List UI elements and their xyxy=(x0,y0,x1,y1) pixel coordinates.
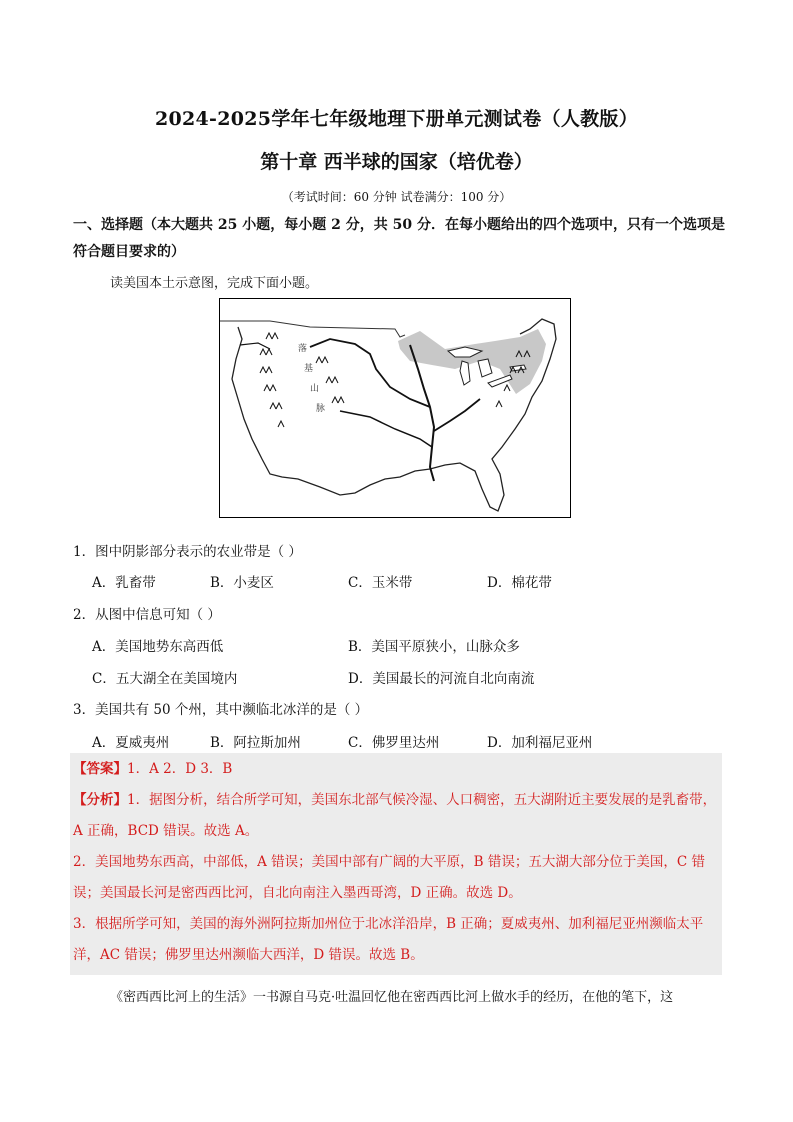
next-passage: 《密西西比河上的生活》一书源自马克·吐温回忆他在密西西比河上做水手的经历，在他的笔下，这 xyxy=(110,990,674,1005)
question-3-stem: 3．美国共有 50 个州，其中濒临北冰洋的是（ ） xyxy=(73,702,369,718)
exam-subtitle: 第十章 西半球的国家（培优卷） xyxy=(260,151,533,173)
question-2-option-b: B．美国平原狭小，山脉众多 xyxy=(348,639,520,655)
question-3-option-b: B．阿拉斯加州 xyxy=(210,735,301,751)
map-label-char-2: 基 xyxy=(304,364,314,374)
answer-text: 1．A 2．D 3．B xyxy=(127,761,233,777)
lake-michigan xyxy=(460,361,470,385)
analysis-line-1 xyxy=(73,785,723,816)
section-heading: 一、选择题（本大题共 25 小题，每小题 2 分，共 50 分．在每小题给出的四个选项中，只有一个选项是符合题目要求的） xyxy=(73,217,725,260)
question-1-stem: 1．图中阴影部分表示的农业带是（ ） xyxy=(73,544,302,560)
question-1-option-c: C．玉米带 xyxy=(348,575,413,591)
question-2-stem: 2．从图中信息可知（ ） xyxy=(73,607,221,623)
answer-line xyxy=(73,754,723,785)
usa-map-figure xyxy=(220,299,570,517)
dairy-belt-shading xyxy=(398,329,546,394)
columbia-river xyxy=(240,343,270,349)
exam-title: 2024-2025学年七年级地理下册单元测试卷（人教版） xyxy=(154,108,639,130)
arkansas-river xyxy=(340,411,432,447)
answer-tag: 【答案】 xyxy=(73,761,127,777)
question-3-option-c: C．佛罗里达州 xyxy=(348,735,440,751)
intro-text: 读美国本土示意图，完成下面小题。 xyxy=(110,276,319,291)
question-2-option-a: A．美国地势东高西低 xyxy=(92,639,224,655)
analysis-line-5: 3．根据所学可知，美国的海外洲阿拉斯加州位于北冰洋沿岸，B 正确；夏威夷州、加利福尼亚州濒临太平 xyxy=(73,916,704,932)
question-2-option-d: D．美国最长的河流自北向南流 xyxy=(348,671,535,687)
map-label-char-1: 落 xyxy=(298,344,308,354)
map-label-char-4: 脉 xyxy=(316,404,326,414)
analysis-tag: 【分析】 xyxy=(73,792,127,808)
analysis-line-6: 洋，AC 错误；佛罗里达州濒临大西洋，D 错误。故选 B。 xyxy=(73,947,424,963)
analysis-line-4: 误；美国最长河是密西西比河，自北向南注入墨西哥湾，D 正确。故选 D。 xyxy=(73,885,522,901)
question-1-option-d: D．棉花带 xyxy=(487,575,552,591)
analysis-line-3: 2．美国地势东西高，中部低，A 错误；美国中部有广阔的大平原，B 错误；五大湖大部分位于美国，C 错 xyxy=(73,854,705,870)
question-3-option-d: D．加利福尼亚州 xyxy=(487,735,593,751)
question-1-option-a: A．乳畜带 xyxy=(92,575,156,591)
analysis-text-1: 1．据图分析，结合所学可知，美国东北部气候冷湿、人口稠密，五大湖附近主要发展的是乳畜带， xyxy=(127,792,717,808)
analysis-line-2: A 正确，BCD 错误。故选 A。 xyxy=(73,823,259,839)
mississippi-river xyxy=(410,345,434,481)
question-3-option-a: A．夏威夷州 xyxy=(92,735,170,751)
map-label-char-3: 山 xyxy=(310,384,320,394)
ohio-river xyxy=(434,399,480,431)
exam-meta: （考试时间：60 分钟 试卷满分：100 分） xyxy=(281,190,512,204)
usa-map xyxy=(219,298,571,518)
question-2-option-c: C．五大湖全在美国境内 xyxy=(92,671,238,687)
canada-border xyxy=(220,321,405,337)
question-1-option-b: B．小麦区 xyxy=(210,575,274,591)
